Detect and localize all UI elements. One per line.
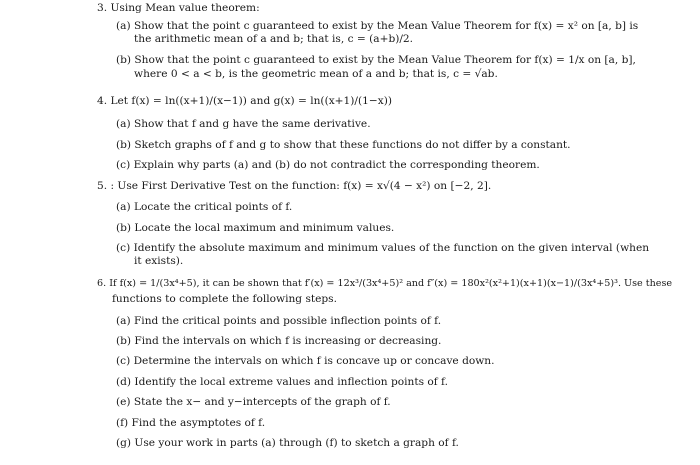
q3-part-b-line2: where 0 < a < b, is the geometric mean of a and b; that is, c = √ab. [134, 68, 498, 80]
q6-part-g: (g) Use your work in parts (a) through (f) to sketch a graph of f. [116, 437, 459, 449]
q5-part-c-line2: it exists). [134, 255, 184, 267]
q3-part-a-line1: (a) Show that the point c guaranteed to exist by the Mean Value Theorem for f(x) = x² on [a, b] is [116, 20, 639, 32]
q4-part-c: (c) Explain why parts (a) and (b) do not contradict the corresponding theorem. [116, 159, 540, 171]
q5-part-c-line1: (c) Identify the absolute maximum and minimum values of the function on the given interval (when [116, 242, 650, 254]
q4-part-b: (b) Sketch graphs of f and g to show that these functions do not differ by a constant. [116, 139, 571, 151]
q6-title-line1: 6. If f(x) = 1/(3x⁴+5), it can be shown that f′(x) = 12x³/(3x⁴+5)² and f″(x) = 180x²(x²+1)(x+1)(x−1)/(3x⁴+5)³. Use these [97, 278, 673, 289]
q4-part-a: (a) Show that f and g have the same derivative. [116, 118, 371, 130]
q5-title: 5. : Use First Derivative Test on the function: f(x) = x√(4 − x²) on [−2, 2]. [97, 180, 492, 192]
q6-part-d: (d) Identify the local extreme values and inflection points of f. [116, 376, 448, 388]
q6-part-a: (a) Find the critical points and possible inflection points of f. [116, 315, 442, 327]
q3-part-a-line2: the arithmetic mean of a and b; that is, c = (a+b)/2. [134, 33, 414, 45]
q6-part-b: (b) Find the intervals on which f is increasing or decreasing. [116, 335, 442, 347]
q6-part-e: (e) State the x− and y−intercepts of the graph of f. [116, 396, 391, 408]
q5-part-b: (b) Locate the local maximum and minimum values. [116, 222, 395, 234]
q5-part-a: (a) Locate the critical points of f. [116, 201, 293, 213]
q3-title: 3. Using Mean value theorem: [97, 2, 260, 14]
q6-title-line2: functions to complete the following steps. [112, 293, 337, 305]
q6-part-c: (c) Determine the intervals on which f is concave up or concave down. [116, 355, 495, 367]
q4-title: 4. Let f(x) = ln((x+1)/(x−1)) and g(x) = ln((x+1)/(1−x)) [97, 95, 392, 107]
q3-part-b-line1: (b) Show that the point c guaranteed to exist by the Mean Value Theorem for f(x) = 1/x on [a, b], [116, 54, 636, 66]
q6-part-f: (f) Find the asymptotes of f. [116, 417, 266, 429]
